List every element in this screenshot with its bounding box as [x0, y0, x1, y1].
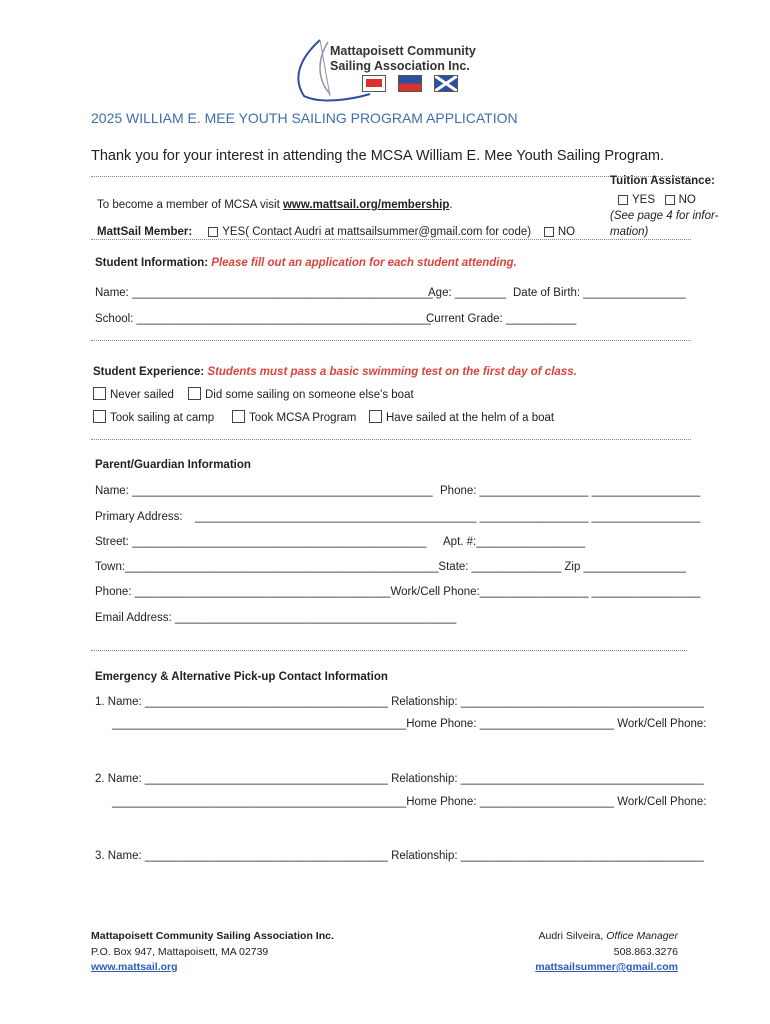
- experience-option-1[interactable]: [188, 387, 414, 401]
- form-title: 2025 WILLIAM E. MEE YOUTH SAILING PROGRAM APPLICATION: [91, 110, 518, 126]
- town-state-zip-field[interactable]: Town:_________________________________________________State: ______________ Zip ________________: [95, 561, 686, 573]
- student-age-field[interactable]: Age: ________: [428, 287, 507, 299]
- option-label: Have sailed at the helm of a boat: [386, 412, 555, 424]
- contact-2-phone-field[interactable]: ______________________________________________Home Phone: _____________________ Work/Cell Phone:: [112, 796, 707, 808]
- footer-org: Mattapoisett Community Sailing Association Inc.: [91, 930, 334, 942]
- divider: [91, 176, 691, 177]
- logo-line1: Mattapoisett Community: [330, 44, 476, 58]
- membership-suffix: .: [449, 199, 453, 211]
- tuition-no-checkbox[interactable]: [665, 195, 675, 205]
- student-info-note: Please fill out an application for each student attending.: [211, 257, 517, 269]
- option-label: Took MCSA Program: [249, 412, 357, 424]
- experience-option-2[interactable]: [93, 410, 214, 424]
- email-field[interactable]: Email Address: ____________________________________________: [95, 612, 457, 624]
- thanks-message: Thank you for your interest in attending the MCSA William E. Mee Youth Sailing Program.: [91, 148, 665, 164]
- divider: [91, 650, 687, 651]
- contact-role: Office Manager: [606, 930, 678, 942]
- checkbox[interactable]: [232, 410, 245, 423]
- contact-2-name-field[interactable]: 2. Name: ______________________________________ Relationship: ______________________________________: [95, 773, 704, 785]
- member-row: [97, 226, 575, 238]
- contact-1-phone-field[interactable]: ______________________________________________Home Phone: _____________________ Work/Cell Phone:: [112, 718, 707, 730]
- checkbox[interactable]: [93, 410, 106, 423]
- experience-option-4[interactable]: [369, 410, 554, 424]
- member-yes-checkbox[interactable]: [208, 227, 218, 237]
- divider: [91, 239, 691, 240]
- student-dob-field[interactable]: Date of Birth: ________________: [513, 287, 686, 299]
- primary-address-field[interactable]: ____________________________________________ _________________ _________________: [195, 511, 701, 523]
- logo-line2: Sailing Association Inc.: [330, 59, 470, 73]
- flag-cross-icon: [434, 75, 458, 92]
- flag-blue-icon: [398, 75, 422, 92]
- parent-heading: Parent/Guardian Information: [95, 459, 251, 471]
- street-field[interactable]: Street: ______________________________________________: [95, 536, 427, 548]
- membership-line: [97, 199, 453, 211]
- tuition-yes-checkbox[interactable]: [618, 195, 628, 205]
- student-info-heading: Student Information:: [95, 257, 209, 269]
- footer-site-link[interactable]: www.mattsail.org: [91, 961, 178, 973]
- footer-contact: [539, 930, 679, 942]
- option-label: Never sailed: [110, 389, 174, 401]
- parent-phone-field[interactable]: Phone: _________________ _________________: [440, 485, 701, 497]
- member-label: MattSail Member:: [97, 226, 193, 238]
- checkbox[interactable]: [93, 387, 106, 400]
- student-school-field[interactable]: School: ______________________________________________: [95, 313, 431, 325]
- student-name-field[interactable]: Name: _______________________________________________: [95, 287, 433, 299]
- membership-link[interactable]: www.mattsail.org/membership: [282, 199, 450, 211]
- primary-address-label: Primary Address:: [95, 511, 183, 523]
- parent-name-field[interactable]: Name: _______________________________________________: [95, 485, 433, 497]
- contact-name: Audri Silveira,: [538, 930, 607, 942]
- experience-heading-row: [93, 366, 577, 378]
- student-info-heading-row: [95, 257, 517, 269]
- student-grade-field[interactable]: Current Grade: ___________: [426, 313, 577, 325]
- tuition-options: [618, 194, 696, 206]
- contact-1-name-field[interactable]: 1. Name: ______________________________________ Relationship: ______________________________________: [95, 696, 704, 708]
- divider: [91, 439, 691, 440]
- option-label: Did some sailing on someone else's boat: [205, 389, 414, 401]
- member-no-checkbox[interactable]: [544, 227, 554, 237]
- footer-email-link[interactable]: mattsailsummer@gmail.com: [535, 961, 678, 973]
- experience-option-0[interactable]: [93, 387, 174, 401]
- experience-option-3[interactable]: [232, 410, 356, 424]
- membership-intro: To become a member of MCSA visit: [97, 199, 283, 211]
- option-label: Took sailing at camp: [110, 412, 215, 424]
- member-yes-label: YES( Contact Audri at mattsailsummer@gmail.com for code): [222, 226, 532, 238]
- member-no-label: NO: [557, 226, 576, 238]
- tuition-note-2: mation): [610, 226, 649, 238]
- footer-phone: 508.863.3276: [613, 946, 678, 958]
- tuition-yes-label: YES: [632, 194, 656, 206]
- experience-heading: Student Experience:: [93, 366, 205, 378]
- tuition-label: Tuition Assistance:: [610, 175, 715, 187]
- experience-note: Students must pass a basic swimming test on the first day of class.: [207, 366, 577, 378]
- contact-3-name-field[interactable]: 3. Name: ______________________________________ Relationship: ______________________________________: [95, 850, 704, 862]
- checkbox[interactable]: [369, 410, 382, 423]
- checkbox[interactable]: [188, 387, 201, 400]
- divider: [91, 340, 691, 341]
- tuition-note-1: (See page 4 for infor-: [610, 210, 719, 222]
- emergency-heading: Emergency & Alternative Pick-up Contact Information: [95, 671, 388, 683]
- parent-phones-field[interactable]: Phone: ________________________________________Work/Cell Phone:_________________ _________________: [95, 586, 701, 598]
- tuition-no-label: NO: [678, 194, 696, 206]
- apt-field[interactable]: Apt. #:_________________: [443, 536, 585, 548]
- flag-red-icon: [362, 75, 386, 92]
- footer-address: P.O. Box 947, Mattapoisett, MA 02739: [91, 946, 269, 958]
